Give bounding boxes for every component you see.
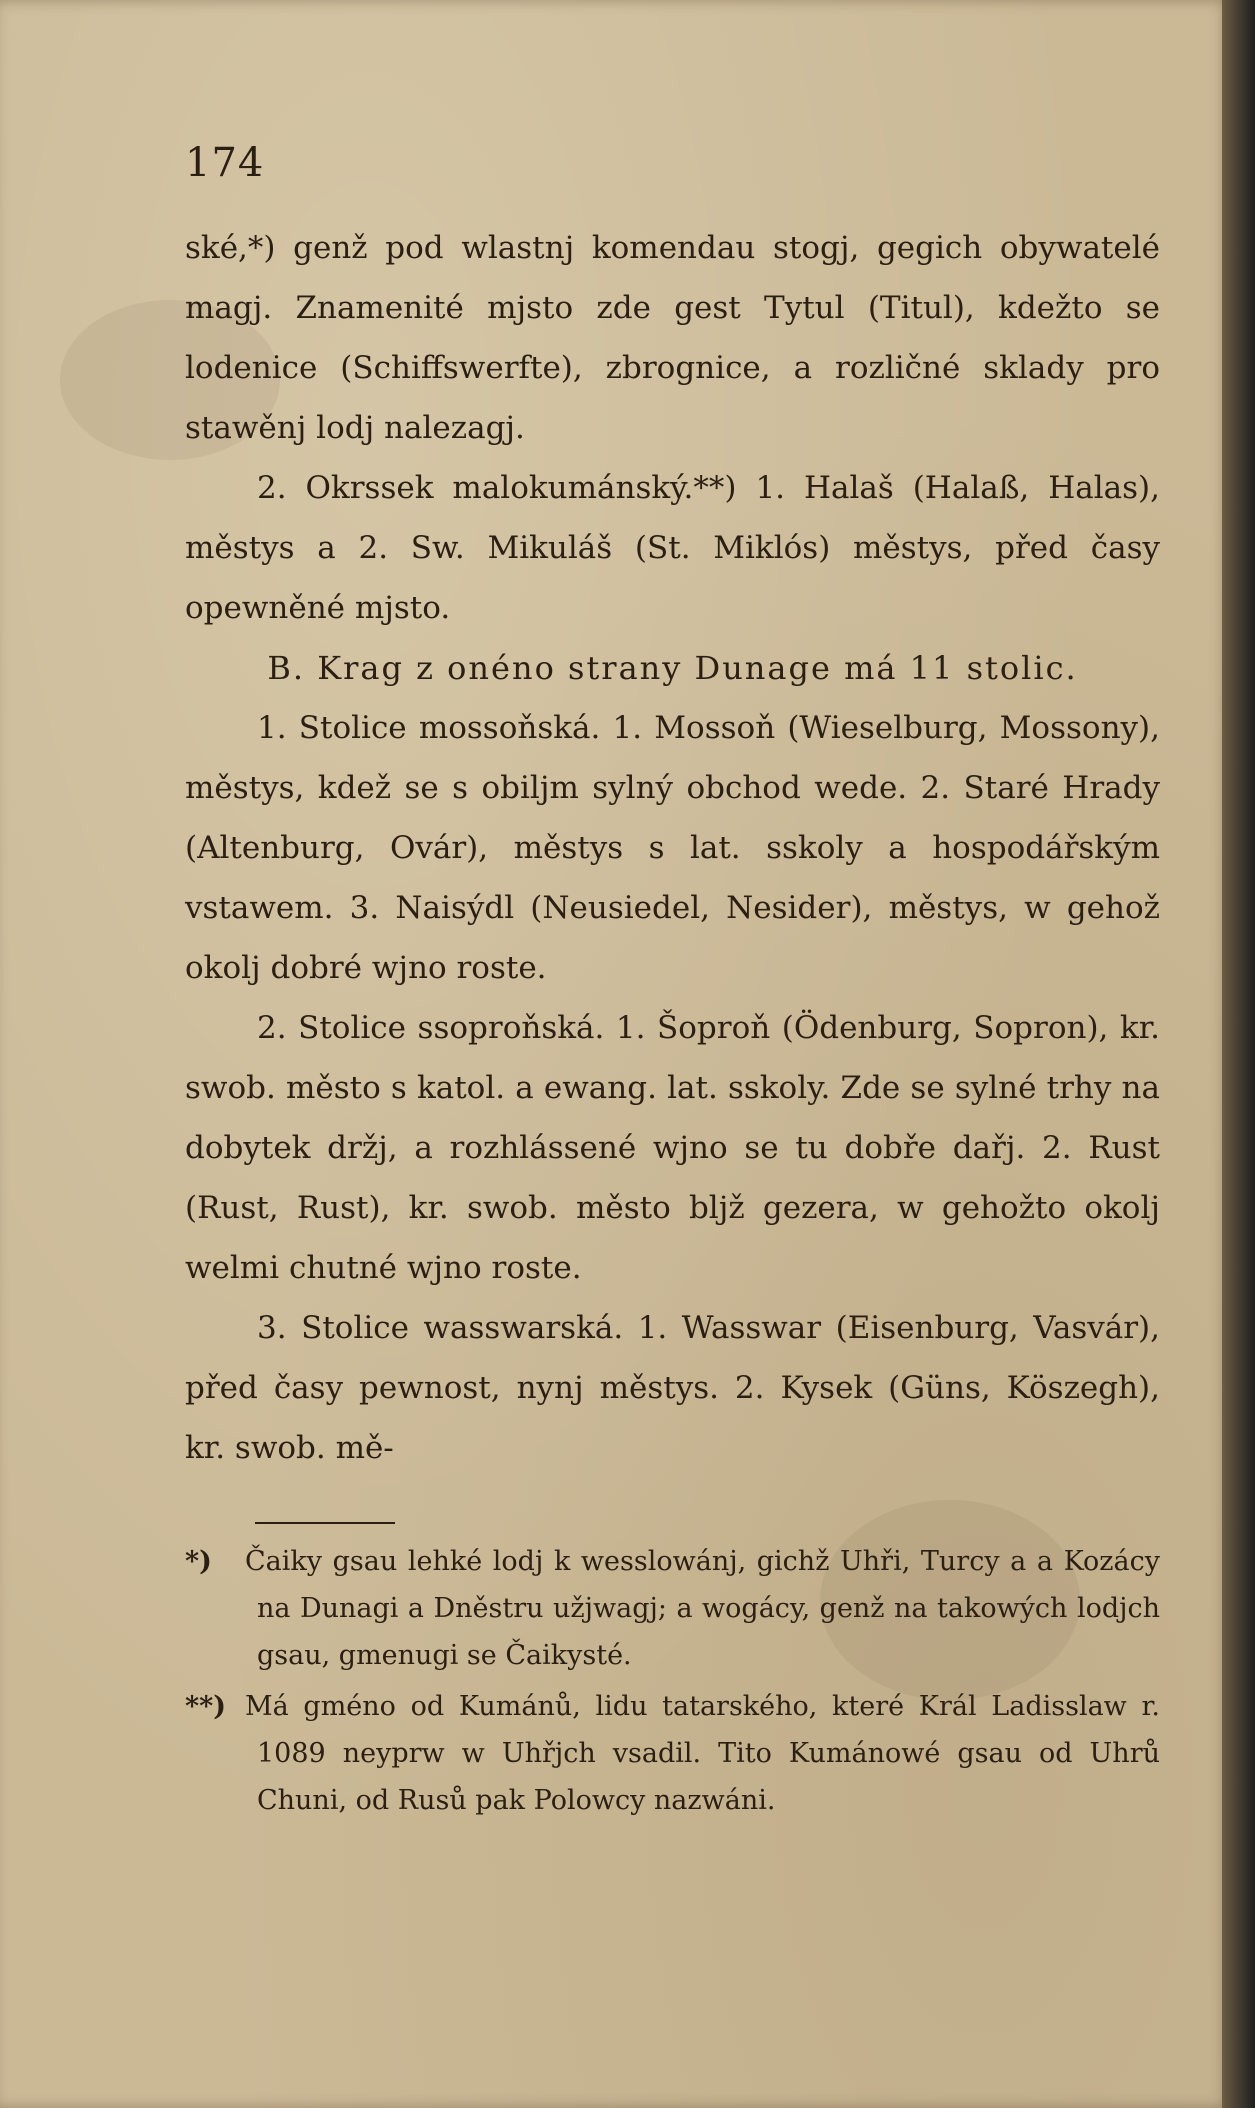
- footnote-text: Má gméno od Kumánů, lidu tatarského, které Král Ladisslaw r. 1089 neyprw w Uhřjch vsadil. Tito Kumánowé gsau od Uhrů Chuni, od Rusů pak Polowcy nazwáni.: [245, 1691, 1160, 1816]
- footnote-text: Čaiky gsau lehké lodj k wesslowánj, gichž Uhři, Turcy a a Kozácy na Dunagi a Dněstru užjwagj; a wogácy, genž na takowých lodjch gsau, gmenugi se Čaikysté.: [245, 1546, 1160, 1671]
- paragraph-continuation: ské,*) genž pod wlastnj komendau stogj, gegich obywatelé magj. Znamenité mjsto zde gest Tytul (Titul), kdežto se lodenice (Schiffswerfte), zbrognice, a rozličné sklady pro stawěnj lodj nalezagj.: [185, 230, 1160, 446]
- footnote-1: [185, 1538, 1160, 1679]
- page-edge: [1222, 0, 1255, 2108]
- county-mosson: 1. Stolice mossoňská. 1. Mossoň (Wieselburg, Mossony), městys, kdež se s obiljm sylný obchod wede. 2. Staré Hrady (Altenburg, Ovár), městys s lat. sskoly a hospodářským vstawem. 3. Naisýdl (Neusiedel, Nesider), městys, w gehož okolj dobré wjno roste.: [185, 710, 1160, 986]
- paragraph-district: 2. Okrssek malokumánský.**) 1. Halaš (Halaß, Halas), městys a 2. Sw. Mikuláš (St. Miklós) městys, před časy opewněné mjsto.: [185, 470, 1160, 626]
- footnote-2: [185, 1683, 1160, 1824]
- footnote-divider: [255, 1522, 395, 1524]
- page-number: 174: [185, 140, 265, 186]
- county-sopron: 2. Stolice ssoproňská. 1. Šoproň (Ödenburg, Sopron), kr. swob. město s katol. a ewang. lat. sskoly. Zde se sylné trhy na dobytek držj, a rozhlássené wjno se tu dobře dařj. 2. Rust (Rust, Rust), kr. swob. město bljž gezera, w gehožto okolj welmi chutné wjno roste.: [185, 1010, 1160, 1286]
- page-content: [185, 140, 1160, 1828]
- footnote-mark: *): [185, 1546, 212, 1577]
- footnote-mark: **): [185, 1691, 227, 1722]
- county-vasvar: 3. Stolice wasswarská. 1. Wasswar (Eisenburg, Vasvár), před časy pewnost, nynj městys. 2. Kysek (Güns, Köszegh), kr. swob. mě-: [185, 1310, 1160, 1466]
- section-heading: B. Krag z onéno strany Dunage má 11 stolic.: [267, 649, 1078, 687]
